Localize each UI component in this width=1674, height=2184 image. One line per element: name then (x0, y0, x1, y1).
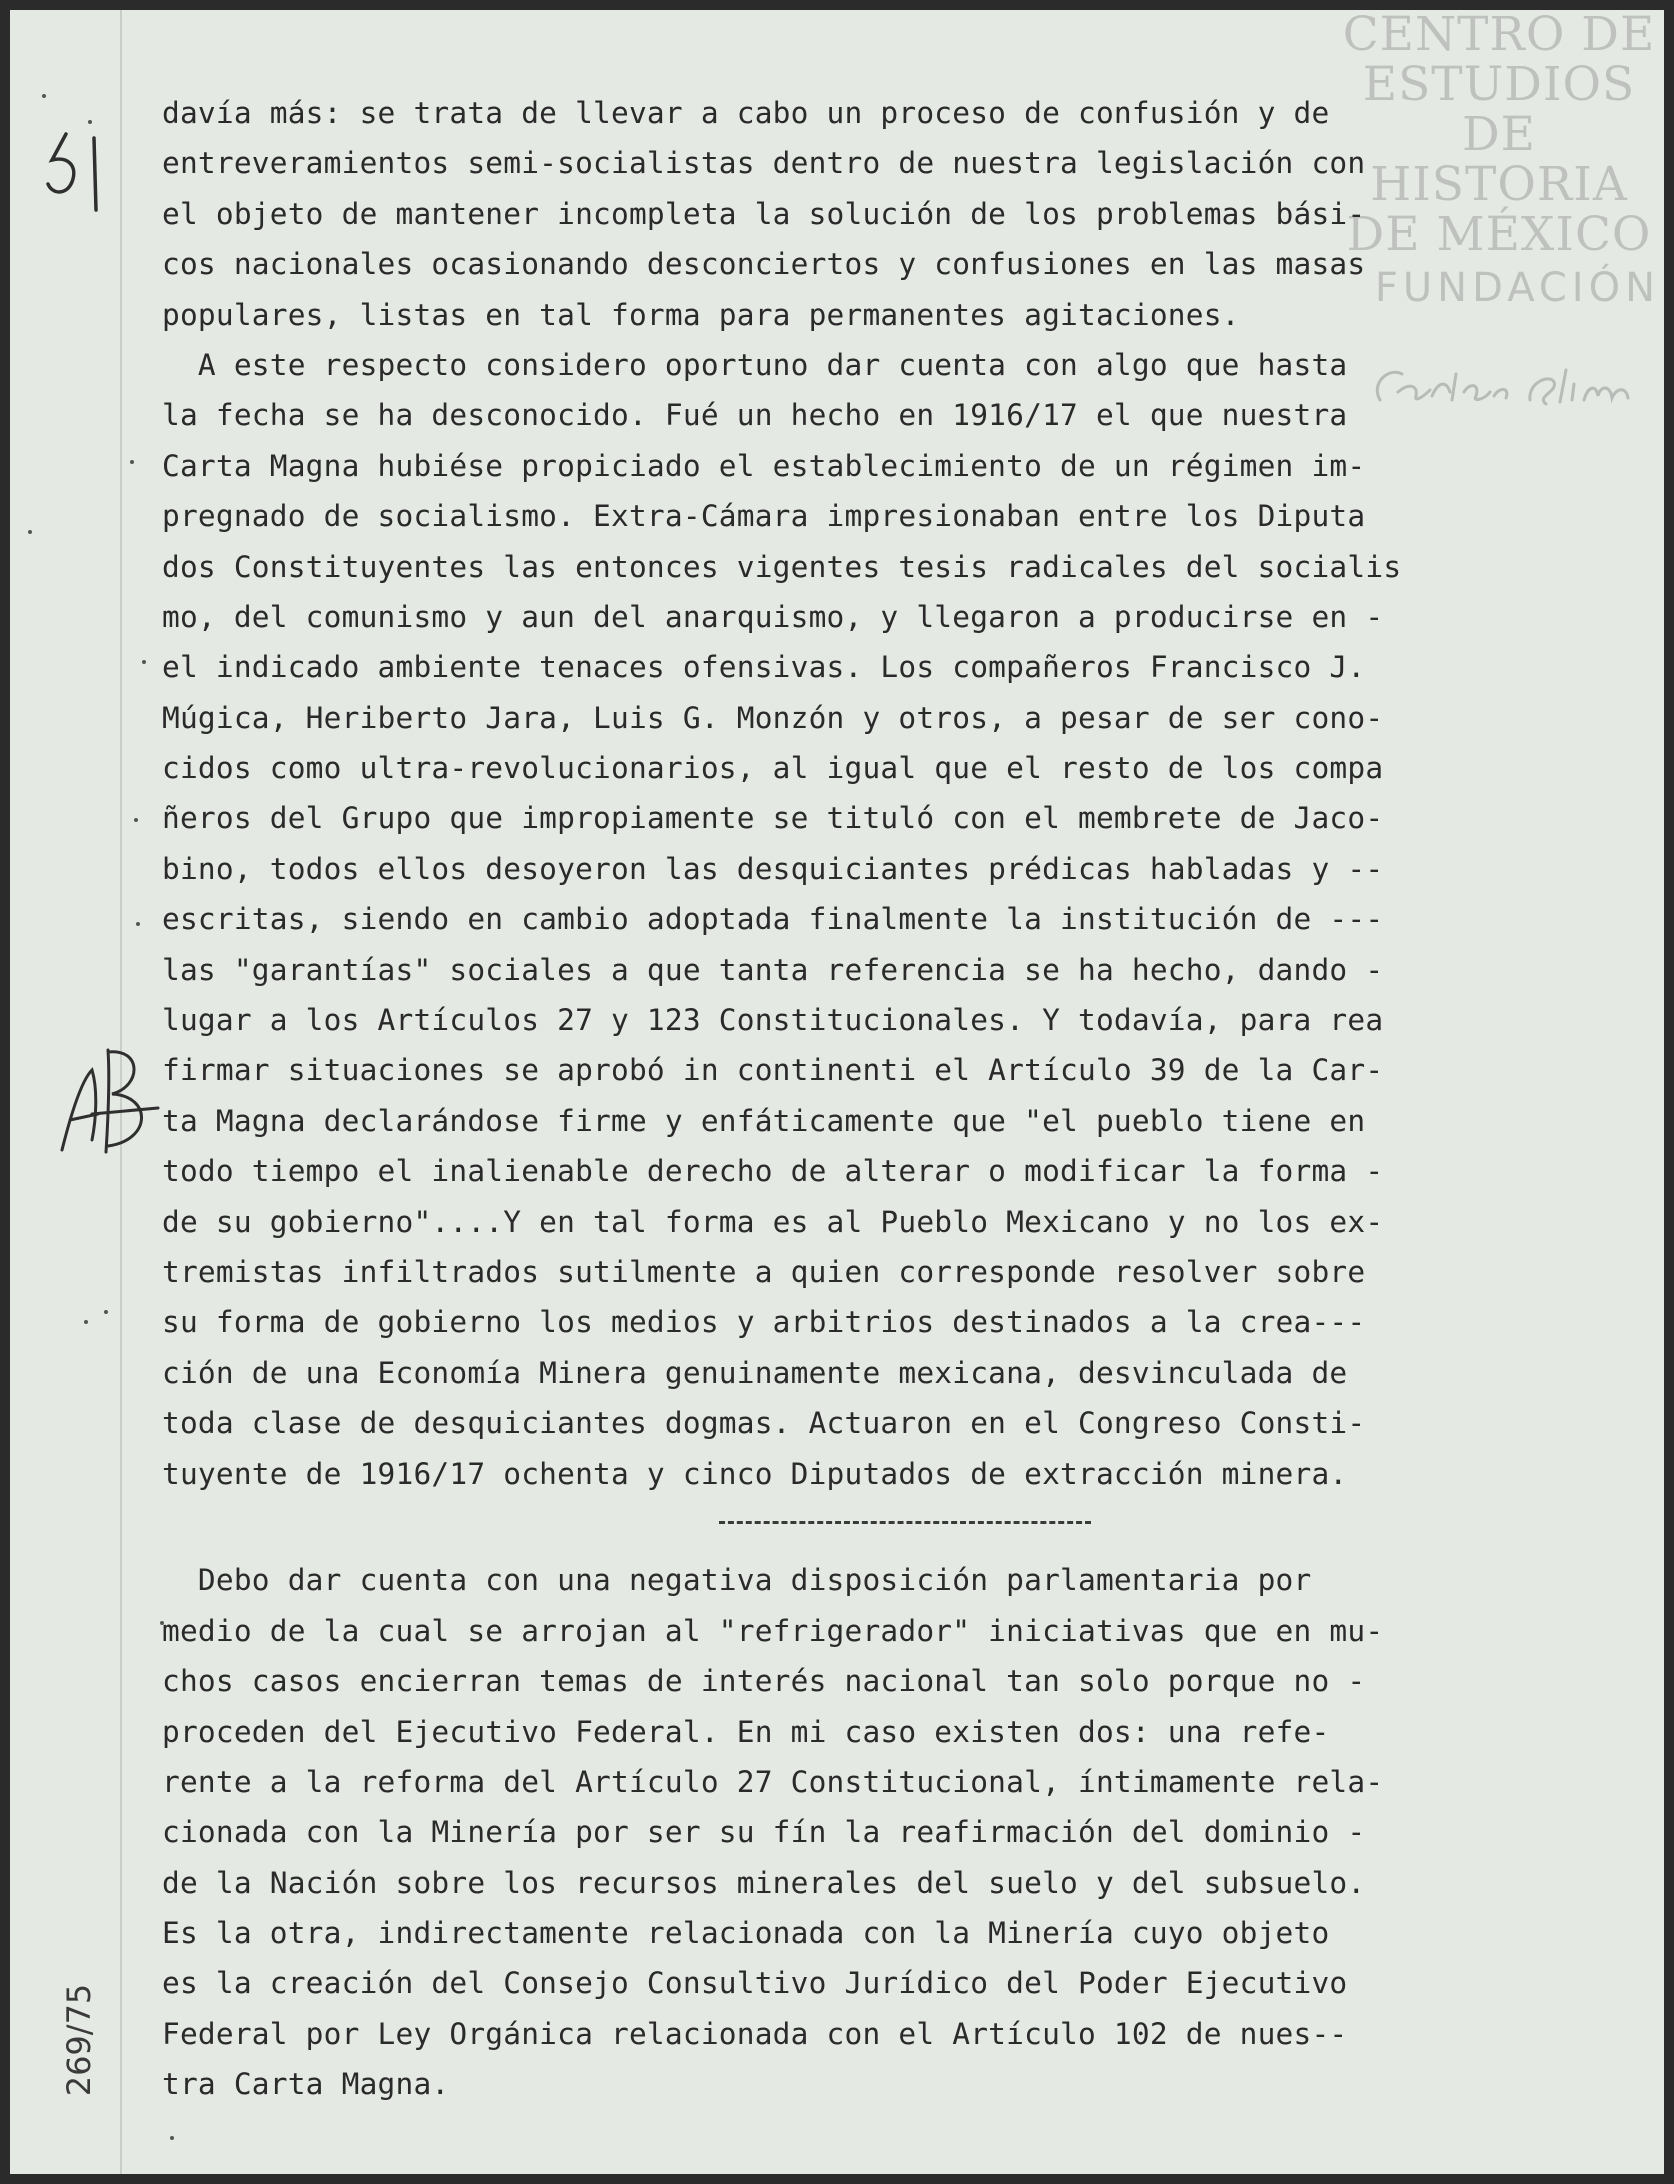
text-line: cidos como ultra-revolucionarios, al igual que el resto de los compa (162, 751, 1384, 786)
archive-stamp-number (54, 1970, 104, 2110)
text-line: las "garantías" sociales a que tanta referencia se ha hecho, dando - (162, 952, 1384, 987)
text-line: escritas, siendo en cambio adoptada finalmente la institución de --- (162, 902, 1384, 937)
paragraph-initiatives (162, 1555, 1572, 2109)
dust-speck (104, 1310, 108, 1314)
text-line: Debo dar cuenta con una negativa disposición parlamentaria por (162, 1563, 1312, 1598)
text-line: rente a la reforma del Artículo 27 Constitucional, íntimamente rela- (162, 1764, 1384, 1799)
text-line: ta Magna declarándose firme y enfáticamente que "el pueblo tiene en (162, 1103, 1366, 1138)
paragraph-constitution (162, 340, 1572, 1499)
watermark-foundation: FUNDACIÓN (1374, 265, 1660, 311)
dust-speck (130, 460, 134, 464)
watermark-line: DE MÉXICO (1346, 207, 1652, 262)
text-line: tremistas infiltrados sutilmente a quien corresponde resolver sobre (162, 1254, 1366, 1289)
section-divider-row (162, 1499, 1572, 1549)
dust-speck (88, 120, 92, 124)
text-line: tuyente de 1916/17 ochenta y cinco Diputados de extracción minera. (162, 1456, 1348, 1491)
archive-number-text: 269/75 (60, 1983, 98, 2097)
text-line: el objeto de mantener incompleta la solución de los problemas bási- (162, 196, 1366, 231)
text-line: mo, del comunismo y aun del anarquismo, y llegaron a producirse en - (162, 599, 1384, 634)
text-line: chos casos encierran temas de interés nacional tan solo porque no - (162, 1664, 1366, 1699)
text-line: firmar situaciones se aprobó in continenti el Artículo 39 de la Car- (162, 1053, 1384, 1088)
text-line: Federal por Ley Orgánica relacionada con el Artículo 102 de nues-- (162, 2016, 1348, 2051)
text-line: de la Nación sobre los recursos minerales del suelo y del subsuelo. (162, 1865, 1366, 1900)
text-line: de su gobierno"....Y en tal forma es al Pueblo Mexicano y no los ex- (162, 1204, 1384, 1239)
watermark-line: CENTRO DE (1342, 10, 1656, 62)
text-line: Es la otra, indirectamente relacionada con la Minería cuyo objeto (162, 1916, 1330, 1951)
text-line: proceden del Ejecutivo Federal. En mi caso existen dos: una refe- (162, 1714, 1330, 1749)
text-line: cionada con la Minería por ser su fín la reafirmación del dominio - (162, 1815, 1366, 1850)
text-line: lugar a los Artículos 27 y 123 Constitucionales. Y todavía, para rea (162, 1003, 1384, 1038)
text-line: medio de la cual se arrojan al "refrigerador" iniciativas que en mu- (162, 1613, 1384, 1648)
watermark-line: DE HISTORIA (1370, 107, 1628, 212)
handwritten-initials-icon (52, 1030, 162, 1170)
text-line: populares, listas en tal forma para permanentes agitaciones. (162, 297, 1240, 332)
text-line: el indicado ambiente tenaces ofensivas. Los compañeros Francisco J. (162, 650, 1366, 685)
text-line: A este respecto considero oportuno dar cuenta con algo que hasta (162, 347, 1348, 382)
text-line: tra Carta Magna. (162, 2067, 450, 2102)
text-line: dos Constituyentes las entonces vigentes tesis radicales del socialis (162, 549, 1402, 584)
text-line: su forma de gobierno los medios y arbitrios destinados a la crea--- (162, 1305, 1366, 1340)
dust-speck (136, 922, 140, 926)
paragraph-continuation (162, 88, 1572, 340)
dust-speck (142, 660, 146, 664)
text-line: ción de una Economía Minera genuinamente mexicana, desvinculada de (162, 1355, 1348, 1390)
dust-speck (84, 1320, 88, 1324)
text-line: Múgica, Heriberto Jara, Luis G. Monzón y otros, a pesar de ser cono- (162, 700, 1384, 735)
text-line: la fecha se ha desconocido. Fué un hecho en 1916/17 el que nuestra (162, 398, 1348, 433)
dust-speck (42, 94, 46, 98)
dust-speck (28, 530, 32, 534)
text-line: Carta Magna hubiése propiciado el establecimiento de un régimen im- (162, 448, 1366, 483)
text-line: bino, todos ellos desoyeron las desquiciantes prédicas habladas y -- (162, 851, 1384, 886)
text-line: ñeros del Grupo que impropiamente se tituló con el membrete de Jaco- (162, 801, 1384, 836)
dust-speck (170, 2136, 174, 2140)
text-line: todo tiempo el inalienable derecho de alterar o modificar la forma - (162, 1154, 1384, 1189)
dashed-divider (719, 1521, 1091, 1524)
typed-body (162, 88, 1572, 2110)
text-line: pregnado de socialismo. Extra-Cámara impresionaban entre los Diputa (162, 499, 1366, 534)
text-line: cos nacionales ocasionando desconciertos y confusiones en las masas (162, 247, 1366, 282)
text-line: toda clase de desquiciantes dogmas. Actuaron en el Congreso Consti- (162, 1406, 1366, 1441)
watermark-line: ESTUDIOS (1362, 57, 1636, 112)
text-line: entreveramientos semi-socialistas dentro de nuestra legislación con (162, 146, 1366, 181)
handwritten-page-number-icon (38, 120, 118, 230)
dust-speck (134, 818, 138, 822)
typed-document-page (10, 10, 1664, 2174)
text-line: es la creación del Consejo Consultivo Jurídico del Poder Ejecutivo (162, 1966, 1348, 2001)
text-line: davía más: se trata de llevar a cabo un proceso de confusión y de (162, 96, 1330, 130)
